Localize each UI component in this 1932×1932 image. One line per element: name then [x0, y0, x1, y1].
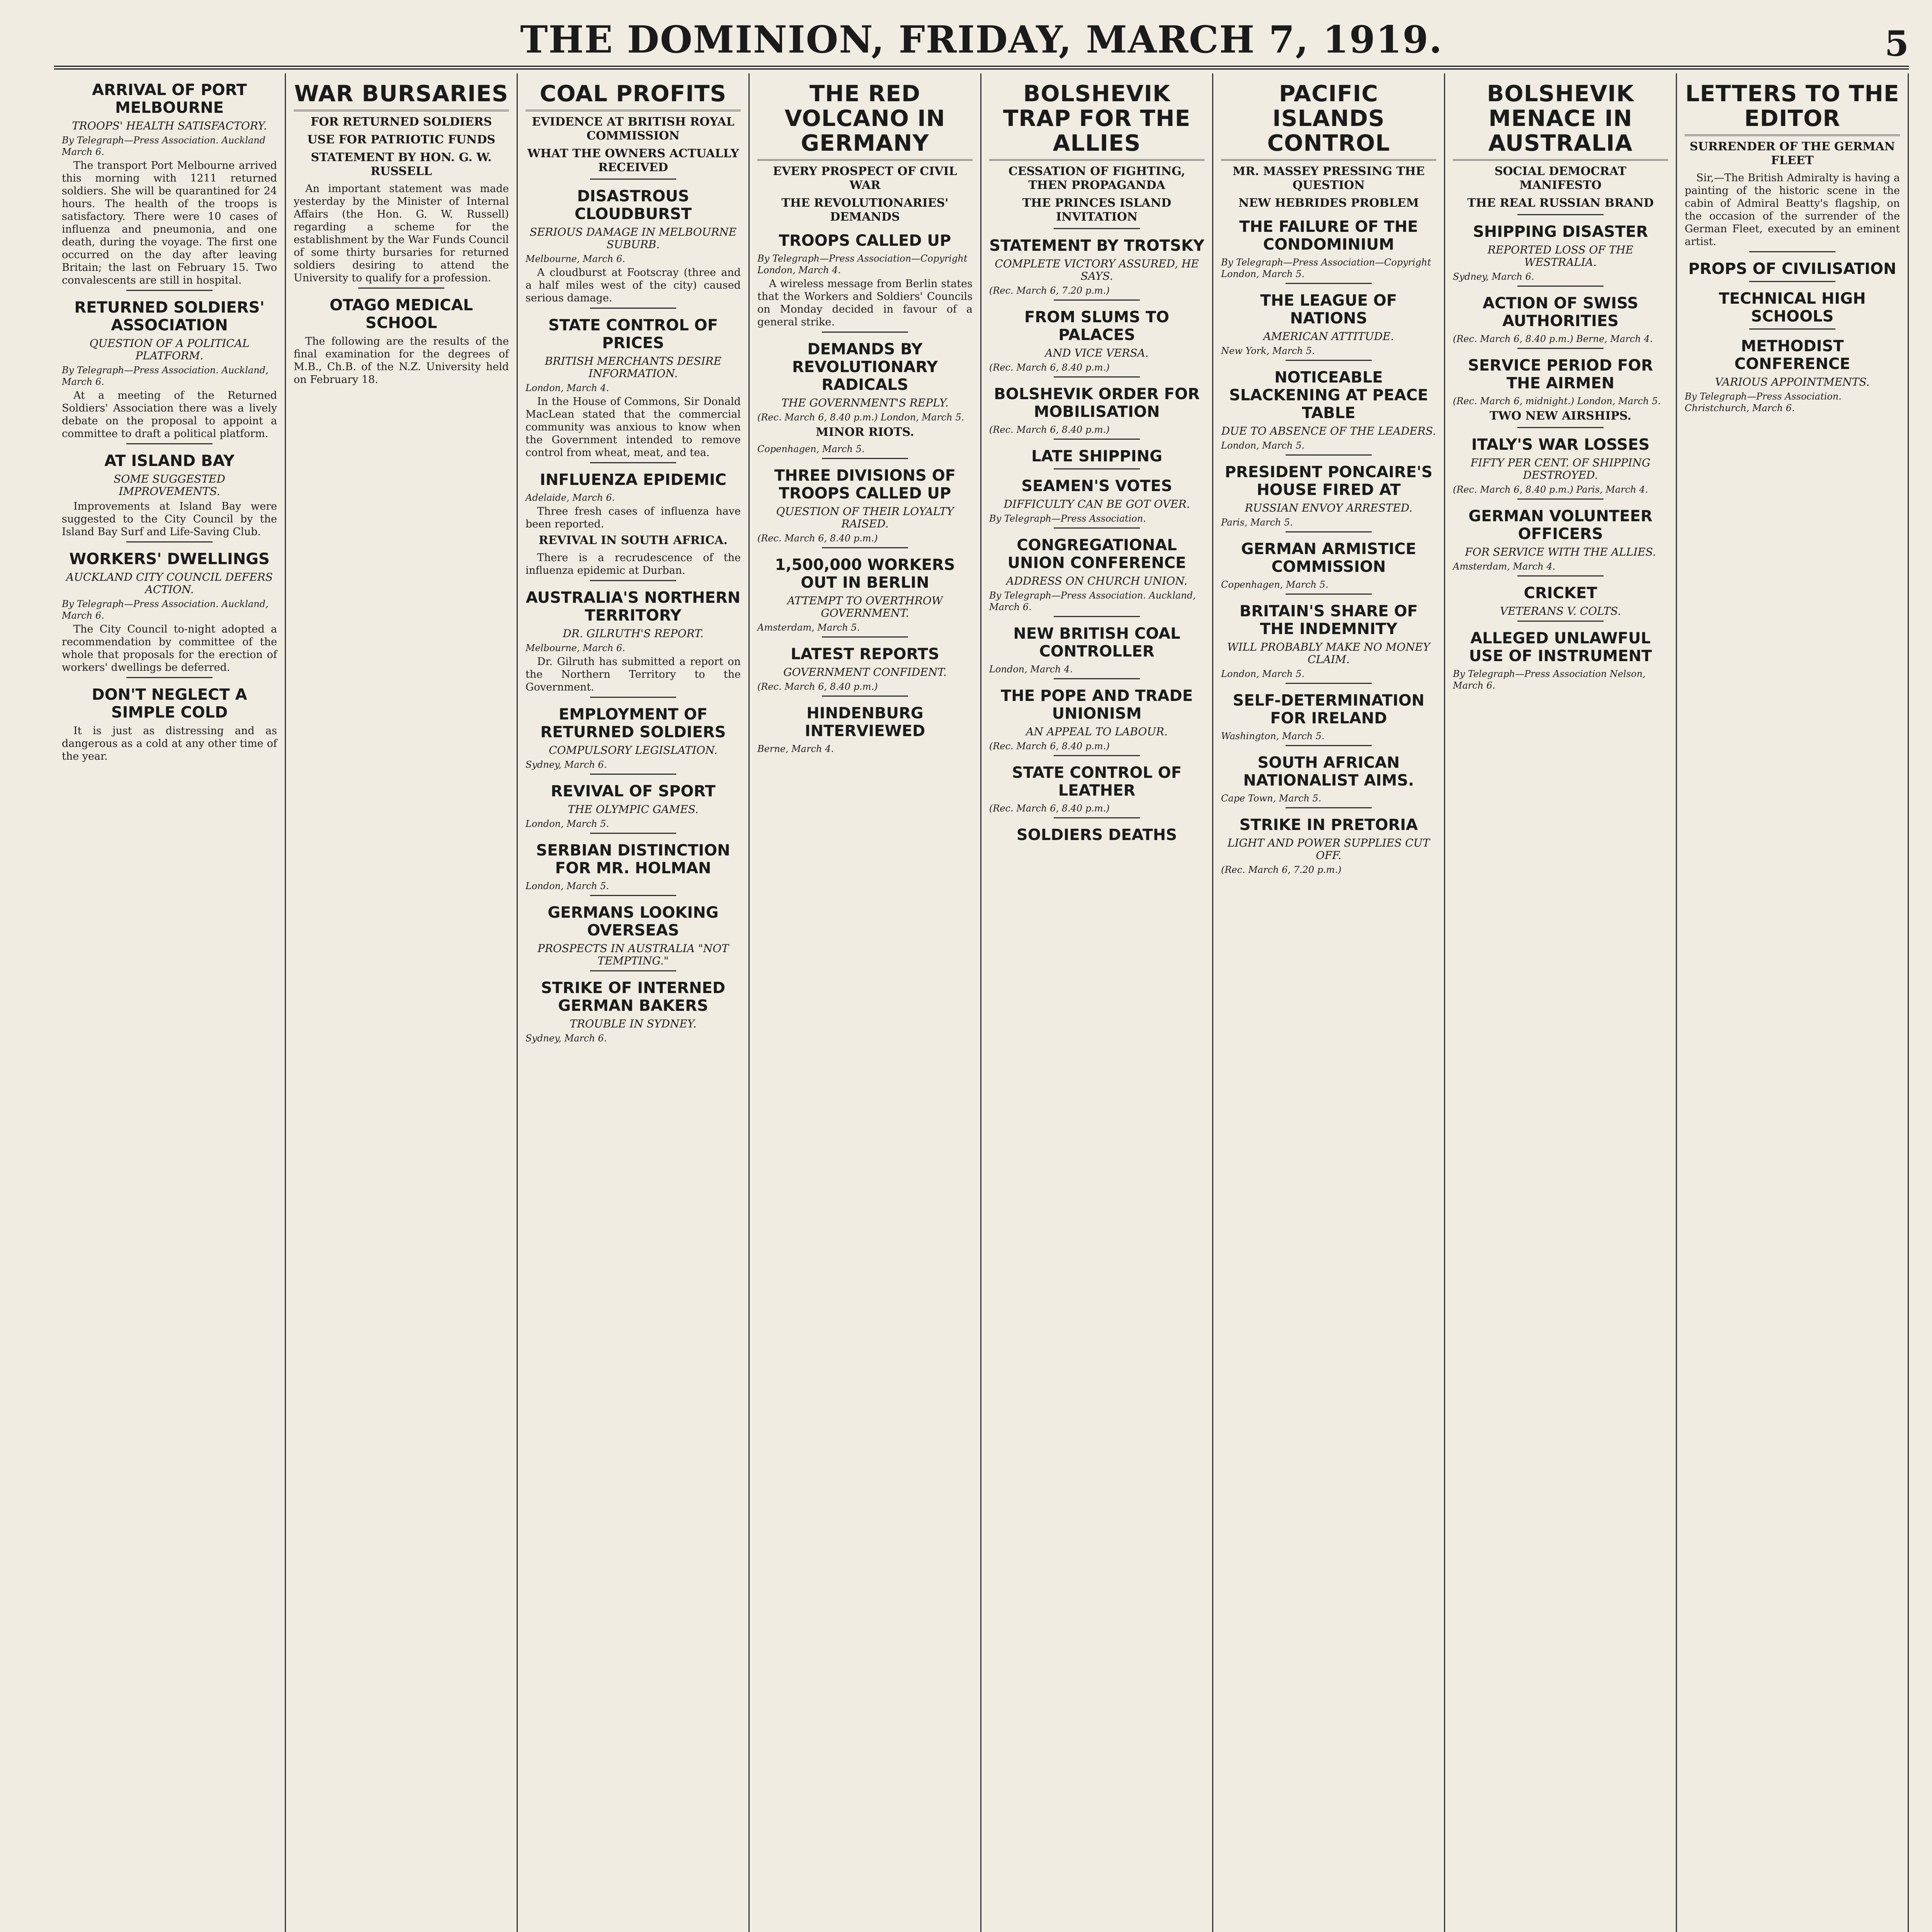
headline: STATE CONTROL OF PRICES [548, 316, 718, 352]
subhead: SOME SUGGESTED IMPROVEMENTS. [114, 473, 225, 498]
headline: PROPS OF CIVILISATION [1688, 260, 1896, 278]
divider [1286, 745, 1372, 746]
article-text: It is just as distressing and as dangerous as a cold at any other time of the year. [62, 725, 277, 762]
subhead: SURRENDER OF THE GERMAN FLEET [1689, 140, 1895, 167]
article-text: A cloudburst at Footscray (three and a half miles west of the city) caused serious damage. [526, 267, 741, 304]
headline: EMPLOYMENT OF RETURNED SOLDIERS [540, 706, 726, 741]
byline: (Rec. March 6, 8.40 p.m.) [989, 362, 1110, 373]
subhead: COMPULSORY LEGISLATION. [549, 744, 718, 757]
masthead [54, 15, 1909, 70]
headline: 1,500,000 WORKERS OUT IN BERLIN [775, 556, 955, 592]
headline: HINDENBURG INTERVIEWED [804, 704, 925, 740]
byline: (Rec. March 6, 8.40 p.m.) Paris, March 4. [1453, 484, 1648, 495]
headline: STATE CONTROL OF LEATHER [1012, 764, 1182, 799]
article-text: Three fresh cases of influenza have been reported. [526, 505, 741, 530]
headline: STATEMENT BY TROTSKY [989, 237, 1204, 255]
headline: CONGREGATIONAL UNION CONFERENCE [1007, 536, 1186, 572]
divider [822, 696, 908, 697]
subhead: RUSSIAN ENVOY ARRESTED. [1245, 502, 1413, 514]
subhead: ATTEMPT TO OVERTHROW GOVERNMENT. [787, 594, 943, 619]
subhead: SOCIAL DEMOCRAT MANIFESTO [1494, 165, 1627, 192]
headline: DISASTROUS CLOUDBURST [575, 187, 692, 223]
divider [1054, 527, 1140, 529]
column-4 [750, 73, 981, 1932]
byline: By Telegraph—Press Association. Auckland, March 6. [62, 599, 269, 621]
byline: (Rec. March 6, 8.40 p.m.) [989, 424, 1110, 435]
headline: BOLSHEVIK TRAP FOR THE ALLIES [989, 81, 1204, 161]
article-text: An important statement was made yesterday by the Minister of Internal Affairs (the Hon. G. W. Russell) regarding a scheme for the establishment by the War Funds Council of some thirty bursaries for returned soldiers desiring to attend the University to qualify for a profession. [294, 183, 509, 284]
subhead: ADDRESS ON CHURCH UNION. [1006, 575, 1187, 587]
divider [590, 179, 676, 180]
headline: MINOR RIOTS. [816, 425, 914, 439]
divider [1749, 328, 1835, 330]
subhead: AUCKLAND CITY COUNCIL DEFERS ACTION. [66, 571, 273, 596]
headline: SERVICE PERIOD FOR THE AIRMEN [1468, 357, 1653, 392]
subhead: MR. MASSEY PRESSING THE QUESTION [1233, 165, 1425, 192]
subhead: WILL PROBABLY MAKE NO MONEY CLAIM. [1227, 641, 1430, 666]
headline: ITALY'S WAR LOSSES [1471, 436, 1650, 454]
divider [1054, 228, 1140, 229]
headline: BOLSHEVIK ORDER FOR MOBILISATION [994, 385, 1200, 421]
masthead-title: THE DOMINION, FRIDAY, MARCH 7, 1919. [520, 18, 1443, 61]
byline: (Rec. March 6, 7.20 p.m.) [989, 285, 1110, 296]
subhead: EVIDENCE AT BRITISH ROYAL COMMISSION [532, 115, 735, 143]
divider [126, 541, 213, 543]
divider [1054, 439, 1140, 440]
headline: GERMAN VOLUNTEER OFFICERS [1468, 507, 1653, 543]
byline: London, March 4. [526, 383, 609, 393]
subhead: AMERICAN ATTITUDE. [1263, 330, 1394, 343]
subhead: FOR SERVICE WITH THE ALLIES. [1465, 546, 1656, 558]
byline: London, March 5. [526, 881, 609, 891]
headline: OTAGO MEDICAL SCHOOL [330, 296, 473, 332]
divider [126, 443, 213, 444]
headline: THE POPE AND TRADE UNIONISM [1000, 687, 1193, 723]
deck: WHAT THE OWNERS ACTUALLY RECEIVED [527, 147, 739, 174]
divider [1517, 348, 1604, 349]
headline: FROM SLUMS TO PALACES [1024, 308, 1170, 344]
subhead: THE OLYMPIC GAMES. [568, 803, 699, 816]
byline: (Rec. March 6, 8.40 p.m.) Berne, March 4. [1453, 333, 1653, 344]
article-text: At a meeting of the Returned Soldiers' Association there was a lively debate on the proposal to appoint a committee to draft a political platform. [62, 389, 277, 440]
byline: Sydney, March 6. [526, 1033, 607, 1044]
divider [590, 308, 676, 309]
divider [590, 580, 676, 581]
byline: By Telegraph—Press Association. Auckland, March 6. [989, 590, 1196, 612]
subhead: AN APPEAL TO LABOUR. [1026, 725, 1168, 738]
headline: SERBIAN DISTINCTION FOR MR. HOLMAN [536, 842, 730, 877]
article-text: Dr. Gilruth has submitted a report on the Northern Territory to the Government. [526, 656, 741, 693]
byline: (Rec. March 6, 8.40 p.m.) London, March 5. [757, 412, 964, 423]
divider [1054, 678, 1140, 679]
subhead: TROOPS' HEALTH SATISFACTORY. [72, 119, 267, 132]
divider [1054, 616, 1140, 617]
divider [1517, 214, 1604, 215]
column-8 [1677, 73, 1909, 1932]
headline: REVIVAL IN SOUTH AFRICA. [539, 534, 728, 547]
headline: WORKERS' DWELLINGS [69, 550, 270, 568]
byline: Paris, March 5. [1221, 517, 1293, 528]
headline: CRICKET [1524, 584, 1597, 602]
headline: SOUTH AFRICAN NATIONALIST AIMS. [1243, 754, 1414, 789]
headline: SELF-DETERMINATION FOR IRELAND [1233, 692, 1425, 727]
byline: Cape Town, March 5. [1221, 793, 1321, 804]
deck: THE REVOLUTIONARIES' DEMANDS [781, 196, 949, 224]
headline: THREE DIVISIONS OF TROOPS CALLED UP [774, 467, 956, 502]
article-text: In the House of Commons, Sir Donald MacLean stated that the commercial community was anxious to know when the Government intended to remove control from wheat, meat, and tea. [526, 396, 741, 459]
divider [1286, 683, 1372, 684]
divider [1517, 286, 1604, 287]
subhead: DR. GILRUTH'S REPORT. [563, 627, 704, 640]
divider [1054, 376, 1140, 378]
headline: LETTERS TO THE EDITOR [1685, 81, 1900, 136]
byline: Sydney, March 6. [526, 759, 607, 770]
byline: Adelaide, March 6. [526, 492, 615, 503]
deck: USE FOR PATRIOTIC FUNDS [307, 133, 495, 146]
headline: RETURNED SOLDIERS' ASSOCIATION [74, 299, 265, 334]
headline: STRIKE OF INTERNED GERMAN BAKERS [541, 979, 726, 1015]
byline: (Rec. March 6, 7.20 p.m.) [1221, 864, 1342, 875]
divider [1749, 281, 1835, 282]
headline: STATEMENT BY HON. G. W. RUSSELL [311, 151, 492, 178]
article-text: The City Council to-night adopted a recommendation by committee of the whole that proposals for the erection of workers' dwellings be deferred. [62, 623, 277, 673]
divider [822, 636, 908, 638]
headline: SEAMEN'S VOTES [1021, 477, 1172, 495]
divider [1286, 454, 1372, 456]
headline: THE FAILURE OF THE CONDOMINIUM [1239, 218, 1418, 253]
byline: (Rec. March 6, 8.40 p.m.) [757, 681, 878, 692]
subhead: TROUBLE IN SYDNEY. [570, 1017, 697, 1030]
byline: By Telegraph—Press Association. Christchurch, March 6. [1685, 391, 1842, 413]
byline: Melbourne, March 6. [526, 643, 625, 653]
divider [1286, 594, 1372, 595]
headline: LATEST REPORTS [791, 645, 939, 663]
article-text: The transport Port Melbourne arrived this morning with 1211 returned soldiers. She will be quarantined for 24 hours. The health of the troops is satisfactory. There were 10 cases of influenza and pneumonia, and one death, during the voyage. The first one occurred on the day after leaving Britain; the last on February 15. Two convalescents are still in hospital. [62, 160, 277, 286]
divider [590, 774, 676, 775]
byline: London, March 5. [526, 818, 609, 829]
divider [1517, 498, 1604, 500]
headline: DEMANDS BY REVOLUTIONARY RADICALS [792, 340, 938, 394]
headline: LATE SHIPPING [1031, 447, 1162, 465]
headline: PRESIDENT PONCAIRE'S HOUSE FIRED AT [1225, 463, 1433, 499]
headline: TROOPS CALLED UP [779, 232, 951, 250]
headline: AUSTRALIA'S NORTHERN TERRITORY [526, 589, 741, 624]
column-6 [1213, 73, 1445, 1932]
byline: By Telegraph—Press Association—Copyright London, March 5. [1221, 257, 1431, 279]
divider [1517, 427, 1604, 428]
byline: By Telegraph—Press Association. [989, 513, 1146, 524]
byline: By Telegraph—Press Association—Copyright London, March 4. [757, 253, 968, 276]
article-text: Sir,—The British Admiralty is having a painting of the historic scene in the cabin of Admiral Beatty's flagship, on the occasion of the surrender of the German Fleet, executed by an eminent artist. [1685, 172, 1900, 248]
column-3 [518, 73, 750, 1932]
subhead: DIFFICULTY CAN BE GOT OVER. [1003, 498, 1190, 510]
divider [1054, 468, 1140, 469]
headline: THE RED VOLCANO IN GERMANY [757, 81, 973, 161]
byline: Copenhagen, March 5. [1221, 579, 1328, 590]
article-text: The following are the results of the final examination for the degrees of M.B., Ch.B. of the N.Z. University held on February 18. [294, 335, 509, 386]
headline: STRIKE IN PRETORIA [1239, 816, 1418, 834]
byline: Washington, March 5. [1221, 731, 1325, 742]
byline: (Rec. March 6, 8.40 p.m.) [989, 741, 1110, 752]
divider [1286, 531, 1372, 532]
byline: (Rec. March 6, midnight.) London, March 5. [1453, 396, 1661, 406]
headline: GERMAN ARMISTICE COMMISSION [1241, 540, 1417, 576]
column-1 [54, 73, 286, 1932]
divider [1749, 251, 1835, 252]
divider [822, 547, 908, 548]
byline: New York, March 5. [1221, 345, 1315, 356]
divider [590, 895, 676, 896]
byline: Amsterdam, March 5. [757, 622, 860, 633]
column-5 [981, 73, 1213, 1932]
byline: By Telegraph—Press Association Nelson, March 6. [1453, 668, 1646, 691]
subhead: FIFTY PER CENT. OF SHIPPING DESTROYED. [1470, 456, 1651, 481]
divider [1517, 621, 1604, 622]
byline: (Rec. March 6, 8.40 p.m.) [989, 803, 1110, 814]
byline: Copenhagen, March 5. [757, 444, 865, 454]
divider [1517, 575, 1604, 577]
article-text: A wireless message from Berlin states that the Workers and Soldiers' Councils on Monday decided in favour of a general strike. [757, 278, 973, 328]
article-text: There is a recrudescence of the influenza epidemic at Durban. [526, 552, 741, 577]
subhead: EVERY PROSPECT OF CIVIL WAR [773, 165, 957, 192]
deck: THE PRINCES ISLAND INVITATION [1022, 196, 1172, 224]
article-text: Improvements at Island Bay were suggested to the City Council by the Island Bay Surf and Life-Saving Club. [62, 500, 277, 538]
subhead: COMPLETE VICTORY ASSURED, HE SAYS. [995, 257, 1199, 282]
subhead: REPORTED LOSS OF THE WESTRALIA. [1487, 243, 1634, 269]
byline: London, March 5. [1221, 668, 1305, 679]
byline: (Rec. March 6, 8.40 p.m.) [757, 533, 878, 544]
subhead: SERIOUS DAMAGE IN MELBOURNE SUBURB. [529, 226, 737, 251]
subhead: VARIOUS APPOINTMENTS. [1715, 376, 1870, 388]
byline: By Telegraph—Press Association. Auckland March 6. [62, 135, 266, 157]
headline: TWO NEW AIRSHIPS. [1490, 409, 1631, 423]
headline: WAR BURSARIES [294, 81, 509, 111]
subhead: VETERANS V. COLTS. [1500, 605, 1621, 617]
headline: DON'T NEGLECT A SIMPLE COLD [92, 686, 247, 721]
headline: SOLDIERS DEATHS [1016, 826, 1177, 844]
divider [590, 970, 676, 971]
column-2 [286, 73, 518, 1932]
divider [1054, 299, 1140, 301]
divider [822, 332, 908, 333]
divider [1286, 283, 1372, 284]
page-number: 5 [1884, 23, 1909, 64]
divider [126, 290, 213, 291]
byline: London, March 5. [1221, 440, 1305, 451]
headline: PACIFIC ISLANDS CONTROL [1221, 81, 1436, 161]
headline: ARRIVAL OF PORT MELBOURNE [92, 81, 247, 117]
subhead: AND VICE VERSA. [1045, 347, 1149, 359]
byline: Sydney, March 6. [1453, 271, 1534, 282]
headline: BRITAIN'S SHARE OF THE INDEMNITY [1239, 602, 1418, 638]
subhead: PROSPECTS IN AUSTRALIA "NOT TEMPTING." [537, 942, 729, 967]
subhead: QUESTION OF THEIR LOYALTY RAISED. [776, 505, 954, 530]
headline: AT ISLAND BAY [104, 452, 235, 470]
byline: London, March 4. [989, 664, 1073, 675]
headline: GERMANS LOOKING OVERSEAS [548, 904, 719, 939]
subhead: THE GOVERNMENT'S REPLY. [781, 396, 949, 409]
deck: THE REAL RUSSIAN BRAND [1467, 196, 1654, 210]
subhead: CESSATION OF FIGHTING, THEN PROPAGANDA [1008, 165, 1185, 192]
headline: TECHNICAL HIGH SCHOOLS [1719, 290, 1866, 325]
divider [590, 833, 676, 834]
divider [1286, 807, 1372, 808]
byline: Berne, March 4. [757, 743, 834, 754]
headline: NOTICEABLE SLACKENING AT PEACE TABLE [1229, 369, 1428, 422]
byline: Melbourne, March 6. [526, 253, 625, 264]
divider [590, 697, 676, 698]
subhead: GOVERNMENT CONFIDENT. [783, 666, 947, 679]
divider [590, 462, 676, 463]
byline: Amsterdam, March 4. [1453, 561, 1556, 572]
subhead: BRITISH MERCHANTS DESIRE INFORMATION. [544, 355, 722, 380]
headline: INFLUENZA EPIDEMIC [539, 471, 726, 489]
divider [1054, 817, 1140, 818]
headline: METHODIST CONFERENCE [1734, 337, 1850, 373]
divider [1286, 360, 1372, 361]
headline: SHIPPING DISASTER [1473, 223, 1648, 241]
divider [126, 677, 213, 678]
headline: COAL PROFITS [526, 81, 741, 111]
headline: NEW BRITISH COAL CONTROLLER [1013, 625, 1180, 660]
byline: By Telegraph—Press Association. Auckland, March 6. [62, 365, 269, 387]
subhead: LIGHT AND POWER SUPPLIES CUT OFF. [1227, 837, 1430, 862]
subhead: QUESTION OF A POLITICAL PLATFORM. [89, 337, 250, 362]
subhead: FOR RETURNED SOLDIERS [310, 115, 492, 129]
divider [1054, 755, 1140, 756]
divider [358, 287, 444, 289]
divider [822, 458, 908, 459]
subhead: DUE TO ABSENCE OF THE LEADERS. [1221, 425, 1436, 437]
column-7 [1445, 73, 1677, 1932]
headline: BOLSHEVIK MENACE IN AUSTRALIA [1453, 81, 1668, 161]
deck: NEW HEBRIDES PROBLEM [1238, 196, 1419, 210]
headline: ALLEGED UNLAWFUL USE OF INSTRUMENT [1469, 629, 1652, 665]
headline: ACTION OF SWISS AUTHORITIES [1483, 294, 1638, 330]
headline: THE LEAGUE OF NATIONS [1260, 292, 1397, 327]
headline: REVIVAL OF SPORT [551, 782, 716, 800]
